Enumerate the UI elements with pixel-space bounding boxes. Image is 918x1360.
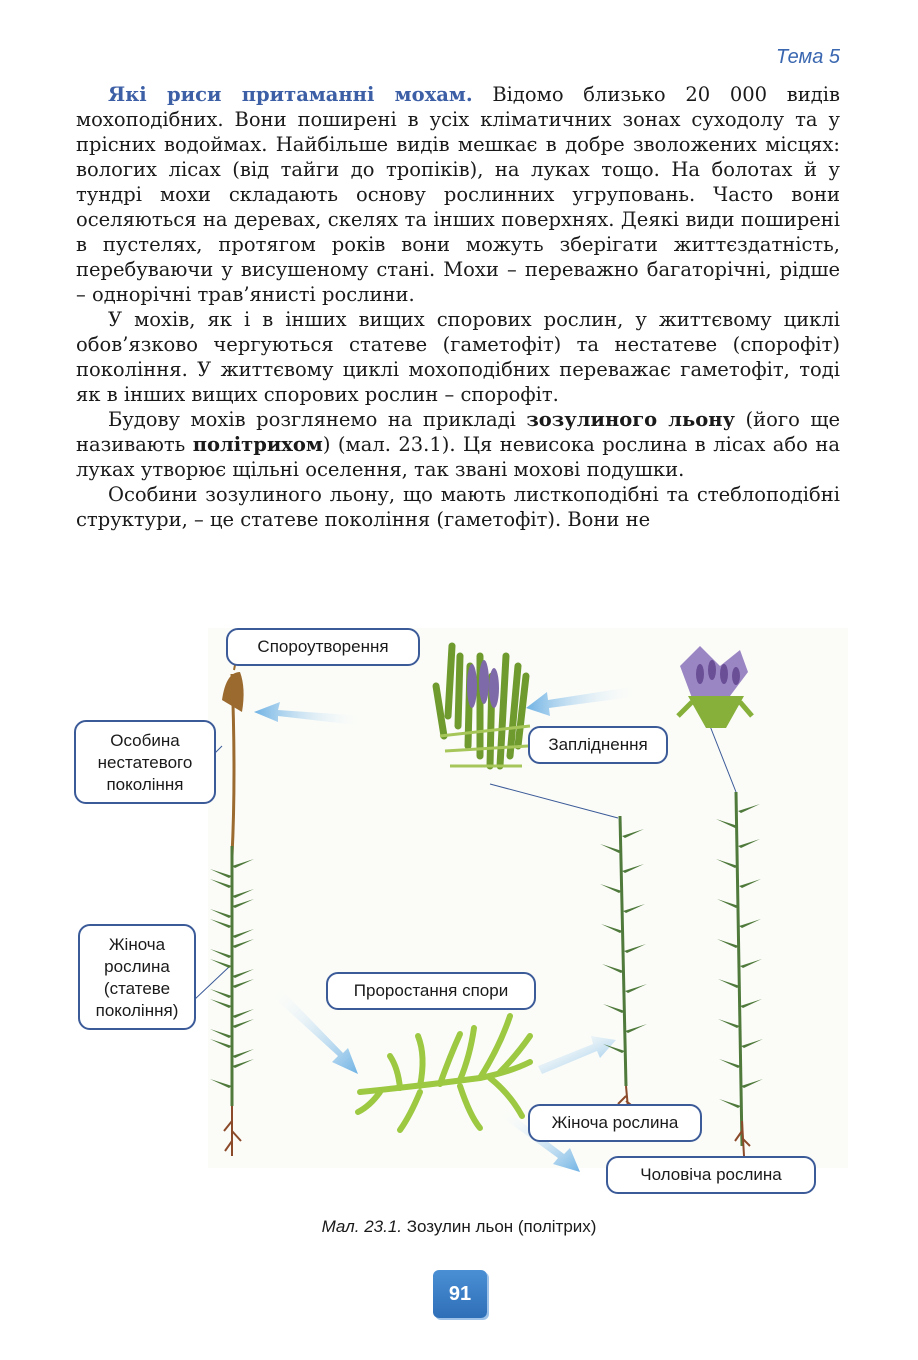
paragraph-3-part-3: ) (мал. 23.1). Ця невисока рослина в лісах або на луках утворює щільні оселення, так звані мохові подушки. — [76, 433, 840, 481]
caption-label: Мал. 23.1. — [321, 1217, 403, 1236]
callout-male-plant: Чоловіча рослина — [606, 1156, 816, 1194]
callout-female-sexual-generation: Жіноча рослина (статеве покоління) — [78, 924, 196, 1030]
moss-life-cycle-figure — [60, 616, 860, 1206]
paragraph-1 — [76, 82, 840, 307]
figure-background — [208, 628, 848, 1168]
term-polytrichum: політрихом — [192, 433, 323, 456]
theme-label: Тема 5 — [776, 46, 840, 68]
life-cycle-illustration — [60, 616, 860, 1206]
paragraph-3-part-1: Будову мохів розглянемо на прикладі — [108, 408, 527, 431]
callout-fertilization: Запліднення — [528, 726, 668, 764]
page-number: 91 — [433, 1270, 487, 1318]
paragraph-3-part-2: (його ще називають — [76, 408, 840, 456]
callout-female-plant: Жіноча рослина — [528, 1104, 702, 1142]
body-text — [76, 82, 840, 532]
paragraph-1-text: Відомо близько 20 000 видів мохоподібних. Вони поширені в усіх кліматичних зонах суходолу та у прісних водоймах. Найбільше видів мешкає в добре зволожених місцях: вологих лісах (від тайги до тропіків), на луках тощо. На болотах й у тундрі мохи складають основу рослинних угруповань. Часто вони оселяються на деревах, скелях та інших поверхнях. Деякі види поширені в пустелях, протягом років вони можуть зберігати життєздатність, перебуваючи у висушеному стані. Мохи – переважно багаторічні, рідше – однорічні трав’янисті рослини. — [76, 83, 840, 306]
callout-spore-germination: Проростання спори — [326, 972, 536, 1010]
paragraph-3 — [76, 407, 840, 482]
callout-asexual-generation: Особина нестатевого покоління — [74, 720, 216, 804]
paragraph-2: У мохів, як і в інших вищих спорових рослин, у життєвому циклі обов’язково чергуються статеве (гаметофіт) та нестатеве (спорофіт) покоління. У життєвому циклі мохоподібних переважає гаметофіт, тоді як в інших вищих спорових рослин – спорофіт. — [76, 308, 840, 406]
figure-caption — [0, 1217, 918, 1237]
callout-sporulation: Спороутворення — [226, 628, 420, 666]
section-heading: Які риси притаманні мохам. — [108, 83, 473, 106]
paragraph-4: Особини зозулиного льону, що мають листкоподібні та стеблоподібні структури, – це статеве покоління (гаметофіт). Вони не — [76, 483, 840, 531]
term-polytrichum-common: зозулиного льону — [526, 408, 736, 431]
caption-text: Зозулин льон (політрих) — [402, 1217, 597, 1236]
